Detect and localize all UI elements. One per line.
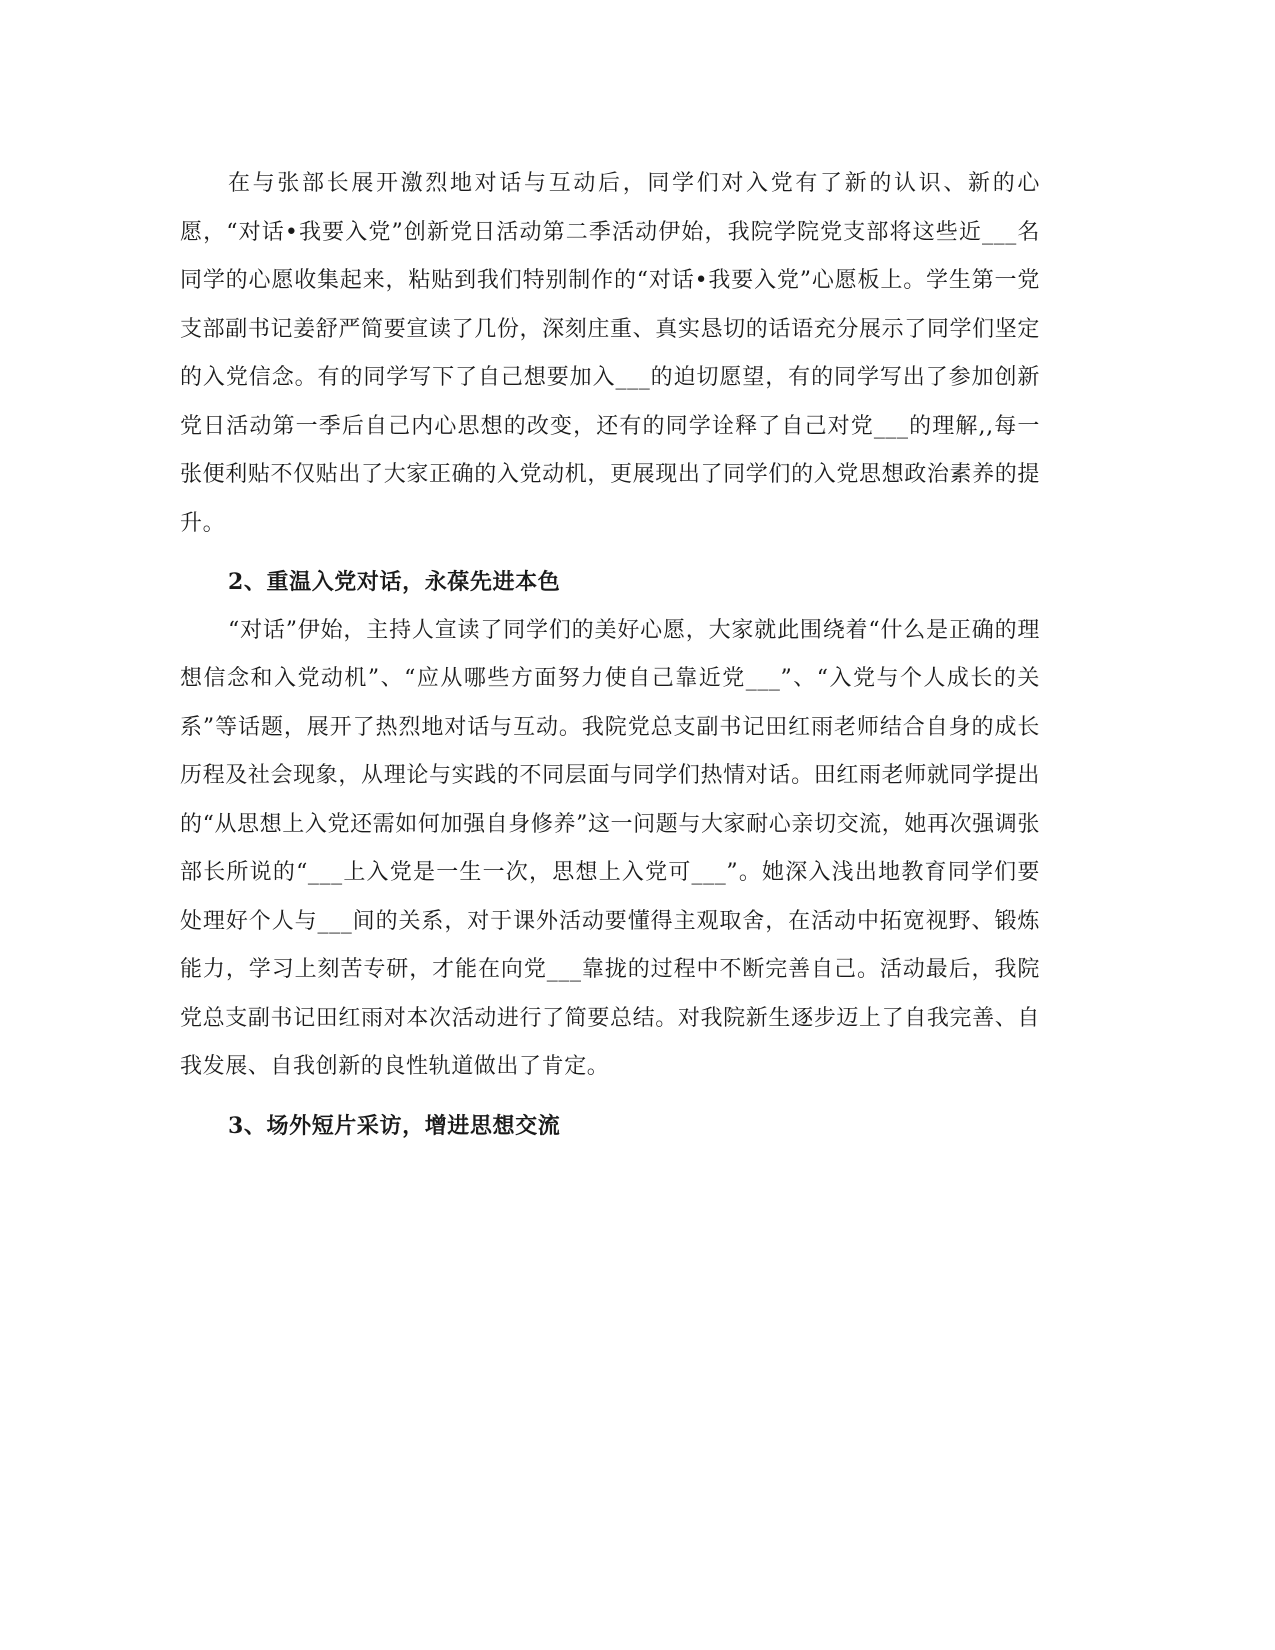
body-paragraph: 在与张部长展开激烈地对话与互动后，同学们对入党有了新的认识、新的心愿，“对话•我要入党”创新党日活动第二季活动伊始，我院学院党支部将这些近___名同学的心愿收集起来，粘贴到我们特别制作的“对话•我要入党”心愿板上。学生第一党支部副书记姜舒严简要宣读了几份，深刻庄重、真实恳切的话语充分展示了同学们坚定的入党信念。有的同学写下了自己想要加入___的迫切愿望，有的同学写出了参加创新党日活动第一季后自己内心思想的改变，还有的同学诠释了自己对党___的理解,,每一张便利贴不仅贴出了大家正确的入党动机，更展现出了同学们的入党思想政治素养的提升。 (180, 171, 1040, 536)
spacer (180, 1092, 1040, 1102)
body-paragraph: “对话”伊始，主持人宣读了同学们的美好心愿，大家就此围绕着“什么是正确的理想信念和入党动机”、“应从哪些方面努力使自己靠近党___”、“入党与个人成长的关系”等话题，展开了热烈地对话与互动。我院党总支副书记田红雨老师结合自身的成长历程及社会现象，从理论与实践的不同层面与同学们热情对话。田红雨老师就同学提出的“从思想上入党还需如何加强自身修养”这一问题与大家耐心亲切交流，她再次强调张部长所说的“___上入党是一生一次，思想上入党可___”。她深入浅出地教育同学们要处理好个人与___间的关系，对于课外活动要懂得主观取舍，在活动中拓宽视野、锻炼能力，学习上刻苦专研，才能在向党___靠拢的过程中不断完善自己。活动最后，我院党总支副书记田红雨对本次活动进行了简要总结。对我院新生逐步迈上了自我完善、自我发展、自我创新的良性轨道做出了肯定。 (180, 617, 1040, 1079)
document-page (180, 160, 1040, 1150)
section-heading: 3、场外短片采访，增进思想交流 (228, 1112, 561, 1139)
spacer (180, 548, 1040, 558)
section-heading: 2、重温入党对话，永葆先进本色 (228, 569, 561, 595)
